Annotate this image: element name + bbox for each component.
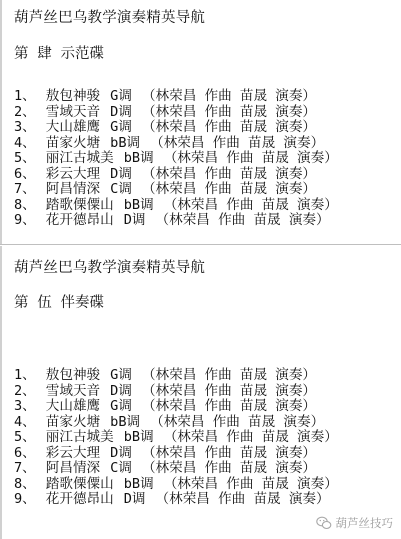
track-number: 9、 <box>14 491 36 507</box>
section-title: 葫芦丝巴乌教学演奏精英导航 <box>14 260 206 276</box>
track-key: G调 <box>110 119 132 135</box>
track-item <box>14 399 338 415</box>
track-item <box>14 136 338 152</box>
track-item <box>14 446 338 462</box>
track-key: G调 <box>110 88 132 104</box>
track-credit: （林荣昌 作曲 苗晟 演奏） <box>141 444 317 461</box>
section-divider <box>0 244 401 245</box>
track-credit: （林荣昌 作曲 苗晟 演奏） <box>163 429 338 445</box>
track-key: D调 <box>123 491 146 507</box>
track-name: 踏歌傈僳山 <box>45 475 114 492</box>
track-item <box>14 477 338 493</box>
track-item <box>14 120 338 136</box>
track-key: bB调 <box>123 196 154 213</box>
track-key: bB调 <box>110 134 141 151</box>
track-credit: （林荣昌 作曲 苗晟 演奏） <box>141 103 317 120</box>
track-name: 彩云大理 <box>45 165 101 182</box>
track-item <box>14 368 338 384</box>
track-name: 踏歌傈僳山 <box>45 196 114 213</box>
track-name: 花开德昂山 <box>45 212 114 228</box>
left-border <box>0 0 2 245</box>
track-item <box>14 182 338 198</box>
track-credit: （林荣昌 作曲 苗晟 演奏） <box>141 460 317 476</box>
track-number: 4、 <box>14 413 36 430</box>
track-number: 1、 <box>14 367 36 383</box>
wechat-icon <box>316 515 332 531</box>
track-credit: （林荣昌 作曲 苗晟 演奏） <box>155 212 330 228</box>
track-number: 7、 <box>14 460 36 476</box>
track-name: 彩云大理 <box>45 444 101 461</box>
section-demo-disc <box>0 0 401 245</box>
track-credit: （林荣昌 作曲 苗晟 演奏） <box>141 181 317 197</box>
track-credit: （林荣昌 作曲 苗晟 演奏） <box>141 119 317 135</box>
track-name: 花开德昂山 <box>45 491 114 507</box>
watermark <box>316 515 394 531</box>
track-credit: （林荣昌 作曲 苗晟 演奏） <box>163 475 338 492</box>
track-list <box>14 368 338 508</box>
track-credit: （林荣昌 作曲 苗晟 演奏） <box>141 382 317 399</box>
track-key: D调 <box>110 165 132 182</box>
track-key: D调 <box>110 382 132 399</box>
track-number: 4、 <box>14 134 36 151</box>
track-credit: （林荣昌 作曲 苗晟 演奏） <box>155 491 330 507</box>
track-item <box>14 492 338 508</box>
track-number: 7、 <box>14 181 36 197</box>
track-number: 8、 <box>14 196 36 213</box>
track-name: 雪域天音 <box>45 382 101 399</box>
disc-label: 第 伍 伴奏碟 <box>14 295 104 311</box>
track-item <box>14 213 338 229</box>
track-key: G调 <box>110 367 132 383</box>
track-item <box>14 198 338 214</box>
track-name: 敖包神骏 <box>45 367 101 383</box>
track-name: 苗家火塘 <box>45 134 101 151</box>
track-key: C调 <box>110 460 132 476</box>
track-name: 丽江古城美 <box>45 429 114 445</box>
track-number: 3、 <box>14 119 36 135</box>
track-item <box>14 415 338 431</box>
track-item <box>14 384 338 400</box>
track-number: 1、 <box>14 88 36 104</box>
track-name: 丽江古城美 <box>45 150 114 166</box>
track-name: 敖包神骏 <box>45 88 101 104</box>
track-credit: （林荣昌 作曲 苗晟 演奏） <box>150 413 325 430</box>
track-number: 9、 <box>14 212 36 228</box>
track-item <box>14 167 338 183</box>
track-name: 大山雄鹰 <box>45 119 101 135</box>
track-name: 大山雄鹰 <box>45 398 101 414</box>
track-list <box>14 89 338 229</box>
track-item <box>14 430 338 446</box>
track-credit: （林荣昌 作曲 苗晟 演奏） <box>141 367 317 383</box>
track-credit: （林荣昌 作曲 苗晟 演奏） <box>150 134 325 151</box>
track-name: 阿昌情深 <box>45 460 101 476</box>
track-credit: （林荣昌 作曲 苗晟 演奏） <box>141 88 317 104</box>
left-border <box>0 246 2 539</box>
track-number: 5、 <box>14 429 36 445</box>
track-key: C调 <box>110 181 132 197</box>
track-credit: （林荣昌 作曲 苗晟 演奏） <box>141 165 317 182</box>
track-number: 5、 <box>14 150 36 166</box>
track-name: 苗家火塘 <box>45 413 101 430</box>
track-number: 6、 <box>14 444 36 461</box>
track-key: bB调 <box>123 429 154 445</box>
track-item <box>14 105 338 121</box>
section-title: 葫芦丝巴乌教学演奏精英导航 <box>14 10 206 26</box>
track-key: D调 <box>123 212 146 228</box>
track-item <box>14 461 338 477</box>
track-item <box>14 151 338 167</box>
section-accompaniment-disc <box>0 246 401 539</box>
track-key: bB调 <box>123 475 154 492</box>
watermark-text: 葫芦丝技巧 <box>335 518 393 530</box>
track-item <box>14 89 338 105</box>
track-number: 6、 <box>14 165 36 182</box>
track-credit: （林荣昌 作曲 苗晟 演奏） <box>141 398 317 414</box>
track-name: 雪域天音 <box>45 103 101 120</box>
track-key: bB调 <box>123 150 154 166</box>
track-number: 2、 <box>14 382 36 399</box>
track-credit: （林荣昌 作曲 苗晟 演奏） <box>163 196 338 213</box>
track-key: bB调 <box>110 413 141 430</box>
track-key: D调 <box>110 103 132 120</box>
track-number: 8、 <box>14 475 36 492</box>
track-number: 3、 <box>14 398 36 414</box>
track-credit: （林荣昌 作曲 苗晟 演奏） <box>163 150 338 166</box>
track-key: G调 <box>110 398 132 414</box>
disc-label: 第 肆 示范碟 <box>14 46 104 62</box>
track-number: 2、 <box>14 103 36 120</box>
track-name: 阿昌情深 <box>45 181 101 197</box>
track-key: D调 <box>110 444 132 461</box>
